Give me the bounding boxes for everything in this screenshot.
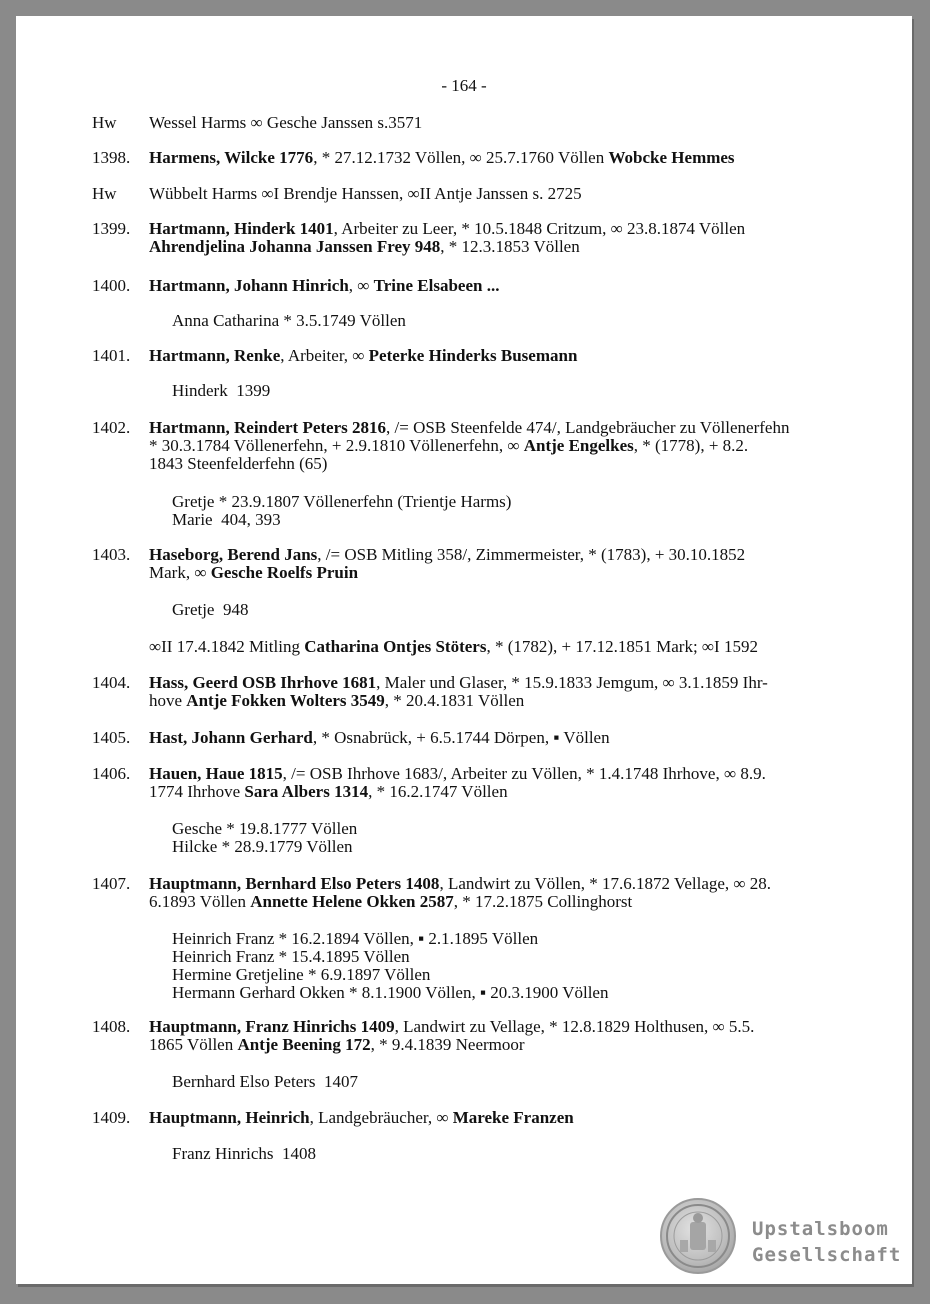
entry-text: [149, 546, 864, 582]
entry-text: [149, 419, 864, 473]
entry-line: [149, 114, 864, 132]
entry-name-bold: Antje Engelkes: [523, 436, 634, 455]
entry-name-bold: Harmens, Wilcke 1776: [149, 148, 314, 167]
entry-text-segment: ∞II 17.4.1842 Mitling: [149, 637, 305, 656]
entry-name-bold: Hauptmann, Franz Hinrichs 1409: [149, 1017, 395, 1036]
child-entry: Gretje 948: [172, 600, 249, 619]
entry-number: 1402.: [92, 418, 131, 437]
entry-text-segment: , * 16.2.1747 Völlen: [368, 782, 508, 801]
entry-text-segment: , * (1782), + 17.12.1851 Mark; ∞I 1592: [486, 637, 758, 656]
entry-line: [149, 149, 864, 167]
entry-number: 1406.: [92, 764, 131, 783]
children-list: [172, 1145, 316, 1163]
entry-line: [149, 692, 864, 710]
entry-text-segment: , * 20.4.1831 Völlen: [384, 691, 525, 710]
entry-name-bold: Wobcke Hemmes: [608, 148, 735, 167]
entry-name-bold: Hartmann, Reindert Peters 2816: [149, 418, 387, 437]
child-entry: Marie 404, 393: [172, 510, 281, 529]
entry-line: [149, 875, 864, 893]
entry-number: Hw: [92, 113, 117, 132]
entry-text-segment: 1843 Steenfelderfehn (65): [149, 454, 328, 473]
entry-text: [149, 114, 864, 132]
entry-name-bold: Peterke Hinderks Busemann: [368, 346, 578, 365]
entry-text-segment: 6.1893 Völlen: [149, 892, 251, 911]
children-list: [172, 312, 406, 330]
entry-name-bold: Annette Helene Okken 2587: [250, 892, 454, 911]
entry-line: [149, 220, 864, 238]
entry-text-segment: , ∞: [348, 276, 374, 295]
entry-line: [149, 783, 864, 801]
entry-text-segment: , Maler und Glaser, * 15.9.1833 Jemgum, ∞ 3.1.1859 Ihr-: [376, 673, 768, 692]
entry-text: [149, 765, 864, 801]
entry-text-segment: , /= OSB Steenfelde 474/, Landgebräucher zu Völlenerfehn: [386, 418, 790, 437]
entry-line: [149, 185, 864, 203]
entry-name-bold: Haseborg, Berend Jans: [149, 545, 318, 564]
child-entry: Heinrich Franz * 15.4.1895 Völlen: [172, 947, 410, 966]
entry-name-bold: Gesche Roelfs Pruin: [210, 563, 359, 582]
entry-text-segment: , * (1778), + 8.2.: [633, 436, 749, 455]
society-seal-icon: [660, 1198, 736, 1274]
entry-number: 1398.: [92, 148, 131, 167]
entry-text-segment: , * 9.4.1839 Neermoor: [370, 1035, 525, 1054]
entry-name-bold: Hauptmann, Bernhard Elso Peters 1408: [149, 874, 440, 893]
child-entry: Heinrich Franz * 16.2.1894 Völlen, ▪ 2.1.1895 Völlen: [172, 929, 539, 948]
entry-line: [149, 564, 864, 582]
child-entry: Hinderk 1399: [172, 381, 271, 400]
entry-text: [149, 277, 864, 295]
entry-text-segment: Wübbelt Harms ∞I Brendje Hanssen, ∞II Antje Janssen s. 2725: [149, 184, 582, 203]
entry-text-segment: , * 17.2.1875 Collinghorst: [453, 892, 633, 911]
entry-text-segment: , Landwirt zu Völlen, * 17.6.1872 Vellage, ∞ 28.: [439, 874, 772, 893]
entry-line: [149, 1036, 864, 1054]
entry-number: 1399.: [92, 219, 131, 238]
children-list: [172, 382, 270, 400]
entry-name-bold: Catharina Ontjes Stöters: [304, 637, 487, 656]
entry-number: 1401.: [92, 346, 131, 365]
page-number: - 164 -: [441, 76, 487, 95]
entry-line: [149, 674, 864, 692]
entry-line: [149, 638, 864, 656]
entry-number: 1405.: [92, 728, 131, 747]
entry-text-segment: Mark, ∞: [149, 563, 211, 582]
entry-text-segment: , * 12.3.1853 Völlen: [440, 237, 580, 256]
entry-line: [149, 1109, 864, 1127]
child-entry: Gesche * 19.8.1777 Völlen: [172, 819, 358, 838]
society-name-line2: Gesellschaft: [752, 1244, 902, 1266]
entry-text-segment: hove: [149, 691, 187, 710]
entry-name-bold: Hast, Johann Gerhard: [149, 728, 313, 747]
entry-text: [149, 149, 864, 167]
entry-text: [149, 347, 864, 365]
entry-name-bold: Hartmann, Renke: [149, 346, 281, 365]
entry-number: 1408.: [92, 1017, 131, 1036]
child-entry: Hermann Gerhard Okken * 8.1.1900 Völlen, ▪ 20.3.1900 Völlen: [172, 983, 609, 1002]
entry-text-segment: 1865 Völlen: [149, 1035, 238, 1054]
entry-name-bold: Hartmann, Johann Hinrich: [149, 276, 349, 295]
entry-line: [149, 765, 864, 783]
entry-number: 1400.: [92, 276, 131, 295]
entry-text-segment: 1774 Ihrhove: [149, 782, 245, 801]
entry-text-segment: , Arbeiter zu Leer, * 10.5.1848 Critzum, ∞ 23.8.1874 Völlen: [333, 219, 746, 238]
child-entry: Hilcke * 28.9.1779 Völlen: [172, 837, 353, 856]
entry-line: [149, 729, 864, 747]
entry-text-segment: Wessel Harms ∞ Gesche Janssen s.3571: [149, 113, 423, 132]
entry-line: [149, 277, 864, 295]
entry-text: [149, 220, 864, 256]
entry-line: [149, 437, 864, 455]
entry-line: [149, 546, 864, 564]
entry-text-segment: , Arbeiter, ∞: [280, 346, 369, 365]
entry-name-bold: Hauptmann, Heinrich: [149, 1108, 310, 1127]
entry-line: [149, 238, 864, 256]
entry-text-segment: , * Osnabrück, + 6.5.1744 Dörpen, ▪ Völlen: [312, 728, 610, 747]
entry-text-segment: , /= OSB Mitling 358/, Zimmermeister, * (1783), + 30.10.1852: [317, 545, 746, 564]
entry-line: [149, 347, 864, 365]
child-entry: Hermine Gretjeline * 6.9.1897 Völlen: [172, 965, 431, 984]
children-list: [172, 601, 248, 619]
entry-text: [149, 729, 864, 747]
entry-text: [149, 1018, 864, 1054]
entry-name-bold: Antje Beening 172: [237, 1035, 371, 1054]
child-entry: Franz Hinrichs 1408: [172, 1144, 317, 1163]
entry-number: 1409.: [92, 1108, 131, 1127]
entry-number: 1404.: [92, 673, 131, 692]
entry-text: [149, 185, 864, 203]
children-list: [172, 493, 511, 529]
society-name-line1: Upstalsboom: [752, 1218, 889, 1240]
entry-line: [149, 455, 864, 473]
entry-line: [149, 893, 864, 911]
entry-name-bold: Antje Fokken Wolters 3549: [186, 691, 385, 710]
entry-text: [149, 1109, 864, 1127]
entry-name-bold: Sara Albers 1314: [244, 782, 369, 801]
document-page: [16, 16, 912, 1284]
entry-number: 1403.: [92, 545, 131, 564]
entry-text-segment: , Landgebräucher, ∞: [309, 1108, 453, 1127]
entry-name-bold: Hauen, Haue 1815: [149, 764, 283, 783]
child-entry: Gretje * 23.9.1807 Völlenerfehn (Trientje Harms): [172, 492, 512, 511]
entry-line: [149, 1018, 864, 1036]
child-entry: Anna Catharina * 3.5.1749 Völlen: [172, 311, 406, 330]
entry-line: [149, 419, 864, 437]
entry-number: 1407.: [92, 874, 131, 893]
entry-text-segment: , * 27.12.1732 Völlen, ∞ 25.7.1760 Völlen: [313, 148, 609, 167]
children-list: [172, 1073, 358, 1091]
entry-name-bold: Hartmann, Hinderk 1401: [149, 219, 334, 238]
entry-name-bold: Hass, Geerd OSB Ihrhove 1681: [149, 673, 377, 692]
entry-name-bold: Mareke Franzen: [452, 1108, 574, 1127]
entry-name-bold: Ahrendjelina Johanna Janssen Frey 948: [149, 237, 441, 256]
entry-text-segment: , /= OSB Ihrhove 1683/, Arbeiter zu Völlen, * 1.4.1748 Ihrhove, ∞ 8.9.: [282, 764, 766, 783]
entry-text: [149, 674, 864, 710]
children-list: [172, 820, 357, 856]
entry-text: [149, 638, 864, 656]
entry-number: Hw: [92, 184, 117, 203]
entry-name-bold: Trine Elsabeen ...: [373, 276, 500, 295]
entry-text: [149, 875, 864, 911]
entry-text-segment: , Landwirt zu Vellage, * 12.8.1829 Holthusen, ∞ 5.5.: [394, 1017, 755, 1036]
children-list: [172, 930, 608, 1002]
entry-text-segment: * 30.3.1784 Völlenerfehn, + 2.9.1810 Völlenerfehn, ∞: [149, 436, 524, 455]
child-entry: Bernhard Elso Peters 1407: [172, 1072, 359, 1091]
